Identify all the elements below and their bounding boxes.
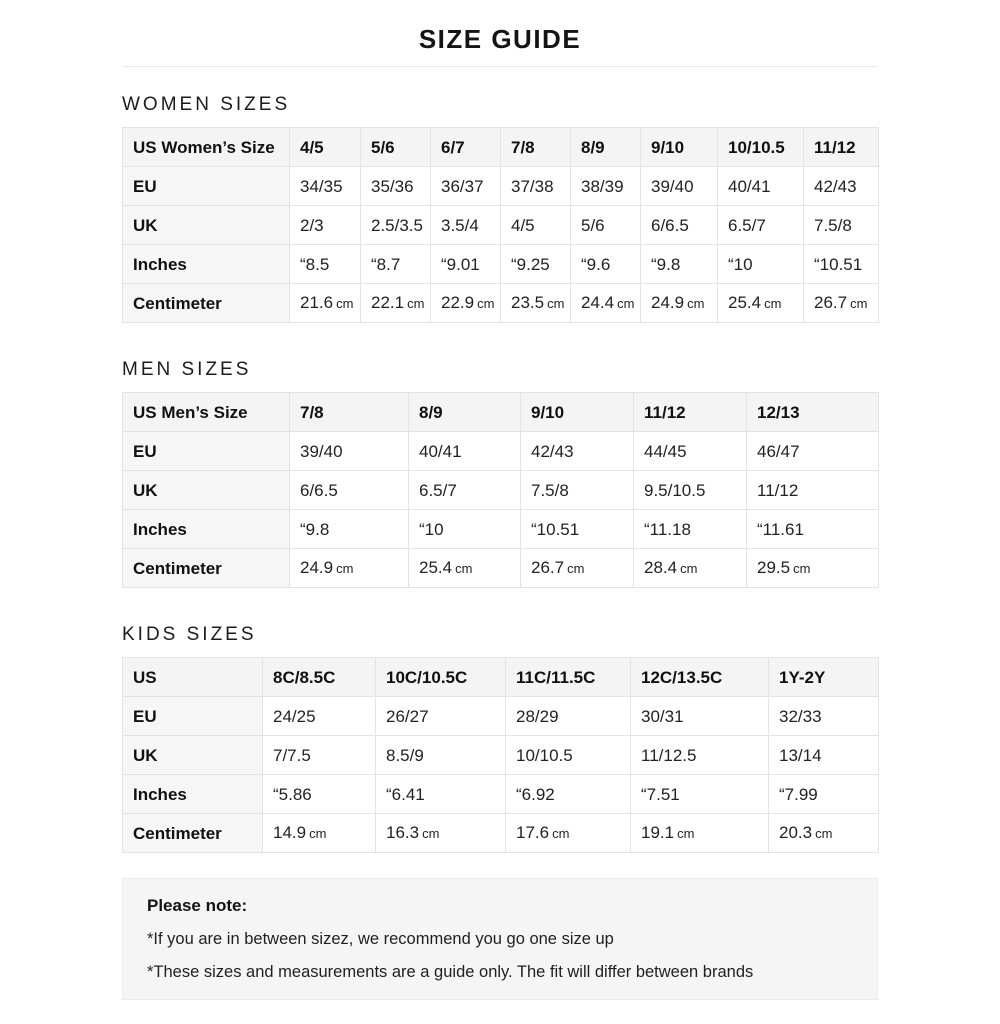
unit-label: cm <box>793 561 811 576</box>
unit-label: cm <box>422 826 440 841</box>
table-row <box>123 697 879 736</box>
size-value: 28.4 <box>644 558 678 577</box>
size-value: 6.5/7 <box>728 215 766 235</box>
column-header: 11/12 <box>634 393 747 432</box>
size-cell <box>506 736 631 775</box>
size-value: “11.61 <box>757 519 804 539</box>
column-header: 10/10.5 <box>718 128 804 167</box>
unit-label: cm <box>680 561 698 576</box>
size-cell <box>747 549 879 588</box>
size-value: 6.5/7 <box>419 480 457 500</box>
unit-label: cm <box>407 296 425 311</box>
size-value: “7.99 <box>779 784 818 804</box>
size-cell <box>631 736 769 775</box>
unit-label: cm <box>309 826 327 841</box>
corner-header: US Men’s Size <box>123 393 290 432</box>
unit-label: cm <box>552 826 570 841</box>
size-cell <box>747 471 879 510</box>
size-value: 26.7 <box>531 558 565 577</box>
column-header: 7/8 <box>290 393 409 432</box>
section-heading: WOMEN SIZES <box>122 94 291 115</box>
size-sections <box>122 94 878 853</box>
size-cell <box>769 697 879 736</box>
row-label: Centimeter <box>123 814 263 853</box>
size-cell <box>290 471 409 510</box>
size-cell <box>641 206 718 245</box>
size-cell <box>506 814 631 853</box>
note-line: *If you are in between sizez, we recommend you go one size up <box>147 930 614 948</box>
note-box <box>122 878 878 1000</box>
size-cell <box>521 549 634 588</box>
column-header: 8/9 <box>409 393 521 432</box>
size-cell <box>361 167 431 206</box>
size-cell <box>290 549 409 588</box>
size-cell <box>571 284 641 323</box>
column-header: 7/8 <box>501 128 571 167</box>
section-heading: KIDS SIZES <box>122 624 257 645</box>
size-value: “10 <box>419 519 444 539</box>
size-value: 10/10.5 <box>516 745 573 765</box>
unit-label: cm <box>850 296 868 311</box>
row-label: UK <box>123 471 290 510</box>
size-value: 19.1 <box>641 823 675 842</box>
size-value: 21.6 <box>300 293 334 312</box>
table-row <box>123 471 879 510</box>
size-value: 40/41 <box>419 441 462 461</box>
column-header: 8C/8.5C <box>263 658 376 697</box>
size-cell <box>718 167 804 206</box>
size-value: 39/40 <box>651 176 694 196</box>
table-row <box>123 167 879 206</box>
unit-label: cm <box>336 296 354 311</box>
size-cell <box>506 775 631 814</box>
size-cell <box>376 697 506 736</box>
size-value: 35/36 <box>371 176 414 196</box>
column-header: 11C/11.5C <box>506 658 631 697</box>
unit-label: cm <box>336 561 354 576</box>
size-cell <box>747 510 879 549</box>
size-value: 25.4 <box>419 558 453 577</box>
size-cell <box>263 814 376 853</box>
column-header: 1Y-2Y <box>769 658 879 697</box>
size-cell <box>769 814 879 853</box>
column-header: 8/9 <box>571 128 641 167</box>
size-value: 11/12.5 <box>641 745 697 765</box>
size-value: 8.5/9 <box>386 745 424 765</box>
row-label: Inches <box>123 510 290 549</box>
unit-label: cm <box>567 561 585 576</box>
size-value: 32/33 <box>779 706 822 726</box>
size-cell <box>376 775 506 814</box>
size-cell <box>361 284 431 323</box>
size-cell <box>718 245 804 284</box>
size-cell <box>431 245 501 284</box>
size-value: 38/39 <box>581 176 624 196</box>
corner-header: US <box>123 658 263 697</box>
unit-label: cm <box>677 826 695 841</box>
size-table <box>122 657 879 853</box>
size-value: 9.5/10.5 <box>644 480 706 500</box>
size-value: 37/38 <box>511 176 554 196</box>
size-cell <box>804 167 879 206</box>
size-value: “9.25 <box>511 254 550 274</box>
size-cell <box>263 697 376 736</box>
size-value: “6.92 <box>516 784 555 804</box>
row-label: EU <box>123 167 290 206</box>
unit-label: cm <box>477 296 495 311</box>
size-cell <box>409 432 521 471</box>
size-value: 24.9 <box>300 558 334 577</box>
row-label: Centimeter <box>123 284 290 323</box>
size-value: 26/27 <box>386 706 429 726</box>
size-value: “8.5 <box>300 254 330 274</box>
row-label: EU <box>123 432 290 471</box>
size-value: “10.51 <box>531 519 580 539</box>
size-value: 24/25 <box>273 706 316 726</box>
table-row <box>123 736 879 775</box>
size-cell <box>290 432 409 471</box>
size-cell <box>634 510 747 549</box>
size-cell <box>641 245 718 284</box>
size-value: 6/6.5 <box>651 215 689 235</box>
size-value: 42/43 <box>814 176 857 196</box>
size-cell <box>521 432 634 471</box>
size-cell <box>501 245 571 284</box>
size-cell <box>769 775 879 814</box>
size-cell <box>506 697 631 736</box>
size-value: 29.5 <box>757 558 791 577</box>
row-label: Inches <box>123 775 263 814</box>
size-value: 46/47 <box>757 441 800 461</box>
size-value: 42/43 <box>531 441 574 461</box>
unit-label: cm <box>687 296 705 311</box>
size-cell <box>501 206 571 245</box>
title-divider <box>122 66 878 67</box>
size-cell <box>631 775 769 814</box>
table-row <box>123 284 879 323</box>
size-cell <box>501 167 571 206</box>
size-value: “10.51 <box>814 254 863 274</box>
row-label: EU <box>123 697 263 736</box>
size-cell <box>290 245 361 284</box>
size-value: 30/31 <box>641 706 684 726</box>
table-row <box>123 510 879 549</box>
table-row <box>123 432 879 471</box>
size-value: 17.6 <box>516 823 550 842</box>
size-cell <box>804 206 879 245</box>
size-cell <box>501 284 571 323</box>
size-value: 39/40 <box>300 441 343 461</box>
column-header: 9/10 <box>641 128 718 167</box>
corner-header: US Women’s Size <box>123 128 290 167</box>
size-value: 7/7.5 <box>273 745 311 765</box>
size-cell <box>804 245 879 284</box>
size-table <box>122 127 879 323</box>
size-section <box>122 624 878 853</box>
size-cell <box>263 775 376 814</box>
size-value: 40/41 <box>728 176 771 196</box>
size-cell <box>641 167 718 206</box>
size-value: 14.9 <box>273 823 307 842</box>
size-value: 5/6 <box>581 215 605 235</box>
size-cell <box>571 167 641 206</box>
column-header: 10C/10.5C <box>376 658 506 697</box>
column-header: 12/13 <box>747 393 879 432</box>
size-cell <box>431 167 501 206</box>
size-value: “9.8 <box>300 519 330 539</box>
unit-label: cm <box>815 826 833 841</box>
column-header: 4/5 <box>290 128 361 167</box>
size-cell <box>634 432 747 471</box>
size-value: 24.9 <box>651 293 685 312</box>
size-value: “9.6 <box>581 254 611 274</box>
column-header: 9/10 <box>521 393 634 432</box>
size-cell <box>376 814 506 853</box>
size-value: 4/5 <box>511 215 535 235</box>
size-value: 7.5/8 <box>814 215 852 235</box>
table-row <box>123 814 879 853</box>
size-value: 2/3 <box>300 215 324 235</box>
size-value: 3.5/4 <box>441 215 479 235</box>
size-cell <box>521 510 634 549</box>
table-row <box>123 549 879 588</box>
size-cell <box>804 284 879 323</box>
size-value: “7.51 <box>641 784 680 804</box>
size-section <box>122 94 878 323</box>
size-value: 2.5/3.5 <box>371 215 423 235</box>
size-value: 13/14 <box>779 745 822 765</box>
size-value: 20.3 <box>779 823 813 842</box>
size-cell <box>361 245 431 284</box>
note-title: Please note: <box>147 896 248 915</box>
size-cell <box>290 510 409 549</box>
page-title: SIZE GUIDE <box>418 24 582 54</box>
size-cell <box>290 284 361 323</box>
column-header: 6/7 <box>431 128 501 167</box>
column-header: 5/6 <box>361 128 431 167</box>
size-cell <box>747 432 879 471</box>
size-cell <box>631 814 769 853</box>
size-value: 24.4 <box>581 293 615 312</box>
row-label: Inches <box>123 245 290 284</box>
row-label: UK <box>123 206 290 245</box>
note-lines <box>147 929 853 982</box>
size-cell <box>718 284 804 323</box>
size-cell <box>409 510 521 549</box>
size-value: 22.9 <box>441 293 475 312</box>
size-value: 11/12 <box>757 480 799 500</box>
size-cell <box>409 471 521 510</box>
note-line: *These sizes and measurements are a guide only. The fit will differ between brands <box>147 963 754 981</box>
size-cell <box>431 206 501 245</box>
size-value: “9.01 <box>441 254 480 274</box>
size-value: “6.41 <box>386 784 425 804</box>
size-section <box>122 359 878 588</box>
size-value: “11.18 <box>644 519 691 539</box>
size-value: 6/6.5 <box>300 480 338 500</box>
size-cell <box>634 471 747 510</box>
column-header: 12C/13.5C <box>631 658 769 697</box>
row-label: UK <box>123 736 263 775</box>
size-cell <box>521 471 634 510</box>
size-cell <box>290 167 361 206</box>
size-value: 44/45 <box>644 441 687 461</box>
size-cell <box>290 206 361 245</box>
size-cell <box>571 245 641 284</box>
unit-label: cm <box>455 561 473 576</box>
size-table <box>122 392 879 588</box>
size-value: 7.5/8 <box>531 480 569 500</box>
size-value: 16.3 <box>386 823 420 842</box>
unit-label: cm <box>764 296 782 311</box>
size-value: 23.5 <box>511 293 545 312</box>
section-heading: MEN SIZES <box>122 359 252 380</box>
table-row <box>123 206 879 245</box>
table-row <box>123 775 879 814</box>
unit-label: cm <box>547 296 565 311</box>
column-header: 11/12 <box>804 128 879 167</box>
size-cell <box>263 736 376 775</box>
size-cell <box>571 206 641 245</box>
size-value: 25.4 <box>728 293 762 312</box>
size-cell <box>769 736 879 775</box>
header-row <box>123 393 879 432</box>
size-value: “9.8 <box>651 254 681 274</box>
size-cell <box>376 736 506 775</box>
size-value: “5.86 <box>273 784 312 804</box>
size-value: “8.7 <box>371 254 401 274</box>
size-guide-page <box>122 24 878 1000</box>
size-value: 36/37 <box>441 176 484 196</box>
size-value: 26.7 <box>814 293 848 312</box>
size-value: 28/29 <box>516 706 559 726</box>
size-cell <box>641 284 718 323</box>
size-cell <box>361 206 431 245</box>
size-value: 22.1 <box>371 293 405 312</box>
unit-label: cm <box>617 296 635 311</box>
size-cell <box>718 206 804 245</box>
row-label: Centimeter <box>123 549 290 588</box>
size-cell <box>431 284 501 323</box>
header-row <box>123 128 879 167</box>
header-row <box>123 658 879 697</box>
size-value: “10 <box>728 254 753 274</box>
table-row <box>123 245 879 284</box>
size-cell <box>409 549 521 588</box>
size-cell <box>634 549 747 588</box>
size-value: 34/35 <box>300 176 343 196</box>
size-cell <box>631 697 769 736</box>
